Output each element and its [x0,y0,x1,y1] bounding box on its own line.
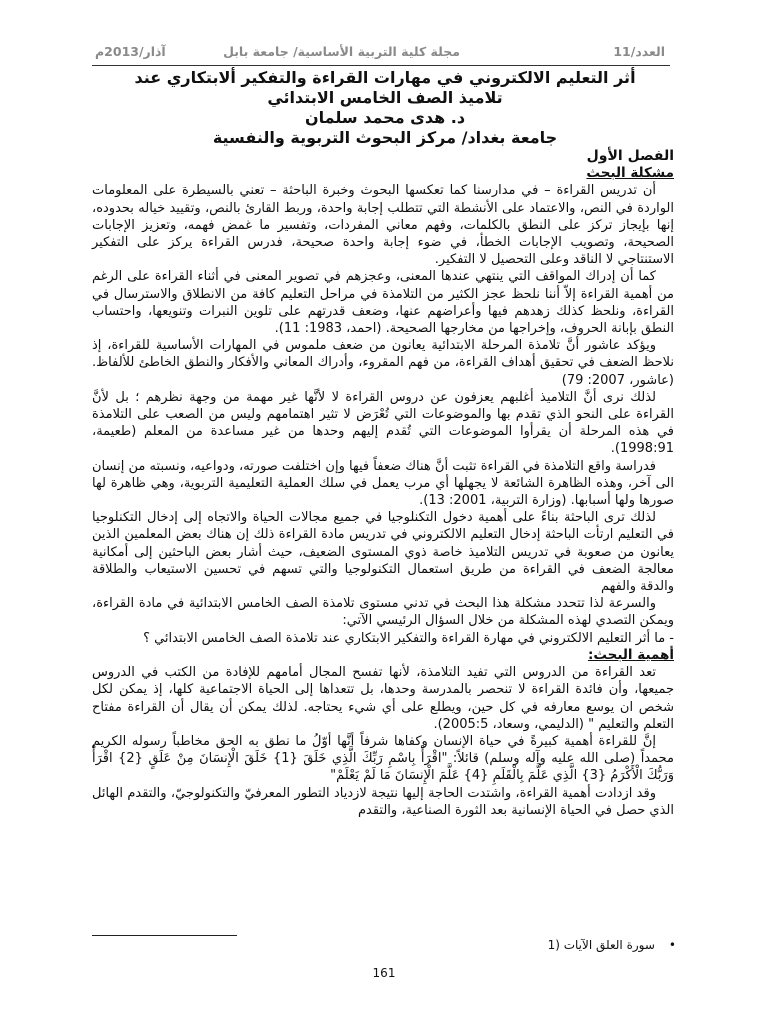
paragraph: إنَّ للقراءة أهمية كبيرةً في حياة الإنسان وكفاها شرفاً أنَّها أوّلُ ما نطق به الحق مخاطباً رسوله الكريم محمداً (صلى الله عليه وآله وسلم) قائلاً: "اقْرَأْ بِاسْمِ رَبِّكَ الَّذِي خَلَقَ {1} خَلَقَ الْإِنسَانَ مِنْ عَلَقٍ {2} اقْرَأْ وَرَبُّكَ الْأَكْرَمُ {3} الَّذِي عَلَّمَ بِالْقَلَمِ {4} عَلَّمَ الْإِنسَانَ مَا لَمْ يَعْلَمْ" [92,733,675,784]
paragraph: كما أن إدراك المواقف التي ينتهي عندها المعنى، وعجزهم في تصوير المعنى في أثناء القراءة على الرغم من أهمية القراءة إلاّ أننا نلحظ عجز الكثير من التلامذة في مراحل التعليم كافة من الانطلاق والاسترسال في القراءة، ونلحظ كذلك زهدهم فيها وأعراضهم عنها، وضعف قدرتهم على تلوين النبرات وتنويعها، واحتساب النطق بإبانة الحروف، وإخراجها من مخارجها الصحيحة. (احمد، 1983: 11). [92,269,674,337]
section-heading-importance: أهمية البحث: [587,646,674,663]
paragraph: فدراسة واقع التلامذة في القراءة تثبت أنَّ هناك ضعفاً فيها وإن اختلفت صورته، ودواعيه، ونسبته من إنسان الى آخر، وهذه الظاهرة الشائعة لا يجهلها أي مرب يعمل في سلك العملية التعليمية التربوية، وهي ظاهرة لها صورها ولها أسبابها. (وزارة التربية، 2001: 13). [92,458,674,509]
title-block [90,68,680,148]
paragraph: ويؤكد عاشور أنَّ تلامذة المرحلة الابتدائية يعانون من ضعف ملموس في المهارات الأساسية للقراءة، إذ نلاحظ الضعف في تحقيق أهداف القراءة، من فهم المقروء، وأدراك المعاني والأفكار والنطق الخاطئ للألفاظ. (عاشور، 2007: 79) [92,338,674,388]
footnote-bullet: • [668,938,676,952]
section-heading-problem: مشكلة البحث [586,165,674,182]
author-name: د. هدى محمد سلمان [304,108,466,127]
header-journal-name: مجلة كلية التربية الأساسية/ جامعة بابل [223,44,460,59]
paragraph: أن تدريس القراءة – في مدارسنا كما تعكسها البحوث وخبرة الباحثة – تعني بالسيطرة على المعلومات الواردة في النص، والاعتماد على الأنشطة التي تتطلب إجابة واحدة، وربط القارئ بالنص، وتقييد خياله بحدوده، إنها بإيجاز تركز على النطق بالكلمات، وفهم معاني المفردات، وتفسير ما غمض فهمه، وتعزيز الإجابات الصحيحة، وتصويب الإجابات الخطأ، في ضوء إجابة واحدة صحيحة، فدرس القراءة يركز على التفكير الاستنتاجي لا الناقد وعلى التحصيل لا التفكير. [92,183,674,268]
body-text [92,148,674,819]
paragraph: لذلك ترى الباحثة بناءً على أهمية دخول التكنلوجيا في جميع مجالات الحياة والاتجاه إلى إدخال التكنلوجيا في التعليم ارتأت الباحثة إدخال التعليم الالكتروني في تدريس مادة القراءة ذلك إن هناك بعض المعلمين الذين يعانون من صعوبة في تدريس التلاميذ خاصة ذوي المستوى الضعيف، حيث أشار بعض الباحثين إلى أمكانية معالجة الضعف في القراءة من طريق استعمال التكنولوجيا والتي تسهم في تحسين الاستيعاب والطلاقة والدقة والفهم [92,510,674,595]
paper-title-line-1: أثر التعليم الالكتروني في مهارات القراءة والتفكير ألابتكاري عند [134,68,636,87]
chapter-heading: الفصل الأول [586,148,674,164]
running-header [95,44,665,62]
footnote-divider [92,935,237,936]
paragraph: تعد القراءة من الدروس التي تفيد التلامذة، لأنها تفسح المجال أمامهم للإفادة من الكتب في الدروس جميعها، وأن فائدة القراءة لا تنحصر بالمدرسة وحدها، بل تتعداها إلى الحياة الاجتماعية كلها، إذ يمكن لكل شخص ان يوسع معارفه في كل حين، ويطلع على أي شيء يحتاجه. لذلك يمكن أن يقال أن القراءة مفتاح التعلم والتعليم " (الدليمي، وسعاد، 2005:5). [92,665,674,732]
header-issue-number: العدد/11 [613,44,665,59]
header-divider [92,65,670,66]
paragraph: لذلك نرى أنَّ التلاميذ أغلبهم يعزفون عن دروس القراءة لا لأنَّها غير مهمة من وجهة نظرهم ؛ بل لأنَّ القراءة على النحو الذي تقدم بها والموضوعات التي تُعْرَض لا تثير اهتمامهم وليس من الصعب على التلامذة في هذه المرحلة أن يقرأوا الموضوعات التي تُقدم إليهم وحدها من غير مساعدة من المعلم (طعيمة، 1998:91). [92,389,674,457]
paper-title-line-2: تلاميذ الصف الخامس الابتدائي [267,88,503,107]
page-number: 161 [372,966,396,980]
research-question: - ما أثر التعليم الالكتروني في مهارة القراءة والتفكير الابتكاري عند تلامذة الصف الخامس الابتدائي ؟ [143,630,674,646]
paragraph: وقد ازدادت أهمية القراءة، واشتدت الحاجة إليها نتيجة لازدياد التطور المعرفيّ والتكنولوجيّ، والتقدم الهائل الذي حصل في الحياة الإنسانية بعد الثورة الصناعية، والتقدم [92,785,674,818]
footnote-text: سورة العلق الآيات (1 [547,938,655,952]
paragraph: والسرعة لذا تتحدد مشكلة هذا البحث في تدني مستوى تلامذة الصف الخامس الابتدائية في مادة القراءة، ويمكن التصدي لهذه المشكلة من خلال السؤال الرئيسي الآتي: [92,596,674,629]
author-affiliation: جامعة بغداد/ مركز البحوث التربوية والنفسية [212,128,558,147]
header-date: آذار/2013م [95,44,166,59]
footnote [548,938,676,952]
